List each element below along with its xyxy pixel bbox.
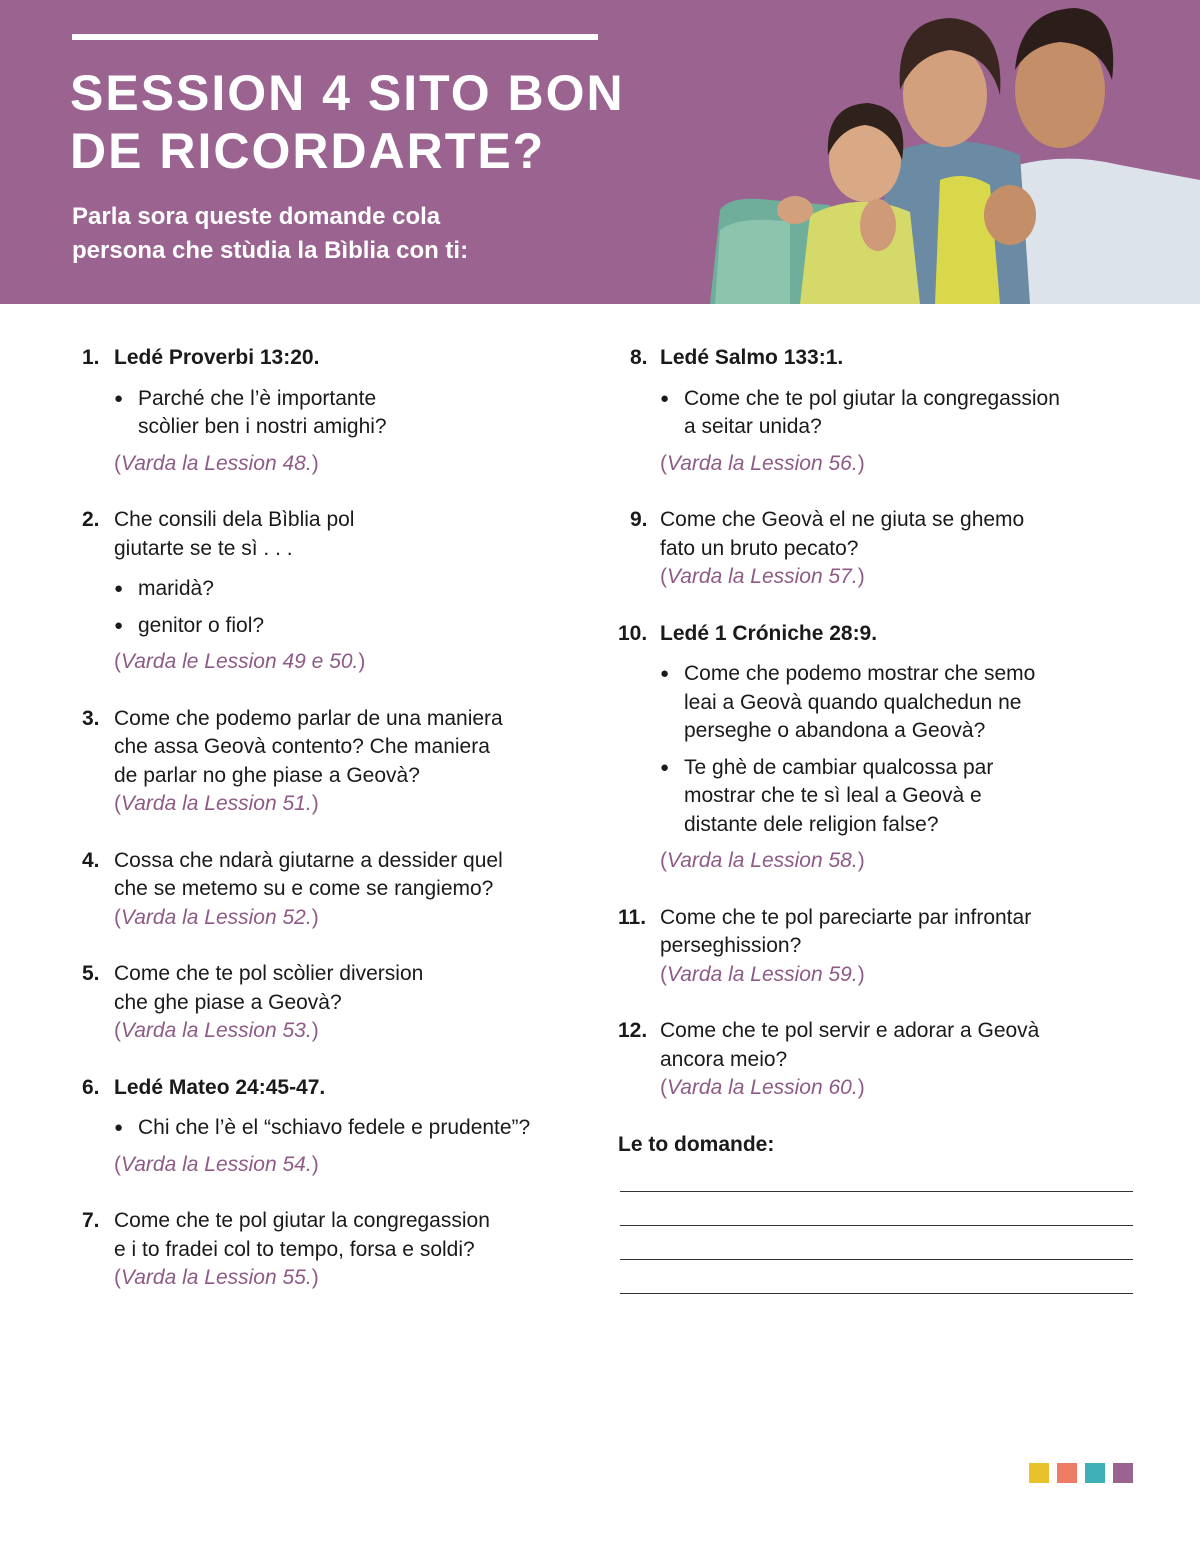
question-1: 1. Ledé Proverbi 13:20. ● Parché che l’è importante scòlier ben i nostri amighi? (Varda la Lession 48.) (82, 344, 582, 478)
lesson-reference: (Varda la Lession 54.) (114, 1152, 319, 1176)
purple-square-icon (1113, 1463, 1133, 1483)
bullet: ● Come che podemo mostrar che semo leai a Geovà quando qualchedun ne perseghe o abandona a Geovà? (660, 660, 1138, 746)
question-3: 3. Come che podemo parlar de una maniera che assa Geovà contento? Che maniera de parlar no ghe piase a Geovà? (Varda la Lession 51.) (82, 705, 582, 819)
question-9: 9. Come che Geovà el ne giuta se ghemo fato un bruto pecato? (Varda la Lession 57.) (618, 506, 1138, 592)
lesson-reference: (Varda la Lession 59.) (660, 962, 865, 986)
bullet: ● Come che te pol giutar la congregassion a seitar unida? (660, 385, 1138, 442)
lesson-reference: (Varda la Lession 52.) (114, 905, 319, 929)
question-5: 5. Come che te pol scòlier diversion che ghe piase a Geovà? (Varda la Lession 53.) (82, 960, 582, 1046)
answer-line[interactable] (620, 1293, 1133, 1294)
answer-line[interactable] (620, 1191, 1133, 1192)
lesson-reference: (Varda la Lession 57.) (660, 565, 865, 588)
lesson-reference: (Varda la Lession 56.) (660, 451, 865, 475)
lesson-reference: (Varda la Lession 60.) (660, 1076, 865, 1099)
header-banner (0, 0, 1200, 304)
your-questions-label: Le to domande: (618, 1132, 775, 1156)
question-4: 4. Cossa che ndarà giutarne a dessider quel che se metemo su e come se rangiemo? (Varda la Lession 52.) (82, 847, 582, 933)
lesson-reference: (Varda la Lession 58.) (660, 849, 865, 872)
question-6: 6. Ledé Mateo 24:45-47. ● Chi che l’è el “schiavo fedele e prudente”? (Varda la Lession 54.) (82, 1074, 582, 1180)
orange-square-icon (1057, 1463, 1077, 1483)
question-11: 11. Come che te pol pareciarte par infrontar perseghission? (Varda la Lession 59.) (618, 904, 1138, 990)
answer-line[interactable] (620, 1259, 1133, 1260)
answer-line[interactable] (620, 1225, 1133, 1226)
header-rule (72, 34, 598, 40)
lesson-reference: (Varda le Lession 49 e 50.) (114, 650, 366, 673)
question-10: 10. Ledé 1 Cróniche 28:9. ● Come che podemo mostrar che semo leai a Geovà quando qualchedun ne perseghe o abandona a Geovà? ● Te ghè de cambiar qualcossa par mostrar che te sì leal a Geovà e distante dele religion false? (Varda la Lession 58.) (618, 620, 1138, 876)
question-2: 2. Che consili dela Bìblia pol giutarte se te sì . . . ● maridà? ● genitor o fiol? (Varda le Lession 49 e 50.) (82, 506, 582, 677)
teal-square-icon (1085, 1463, 1105, 1483)
question-7: 7. Come che te pol giutar la congregassion e i to fradei col to tempo, forsa e soldi? (Varda la Lession 55.) (82, 1207, 582, 1293)
questions-left-column (82, 344, 582, 1321)
bullet: ● maridà? (114, 575, 582, 604)
lesson-reference: (Varda la Lession 51.) (114, 792, 319, 815)
page-title: SESSION 4 SITO BON DE RICORDARTE? (70, 65, 625, 179)
question-8: 8. Ledé Salmo 133:1. ● Come che te pol giutar la congregassion a seitar unida? (Varda la Lession 56.) (618, 344, 1138, 478)
lesson-reference: (Varda la Lession 55.) (114, 1266, 319, 1289)
bullet: ● Parché che l’è importante scòlier ben i nostri amighi? (114, 385, 582, 442)
bullet: ● Te ghè de cambiar qualcossa par mostrar che te sì leal a Geovà e distante dele religion false? (660, 754, 1138, 840)
question-12: 12. Come che te pol servir e adorar a Geovà ancora meio? (Varda la Lession 60.) (618, 1017, 1138, 1103)
bullet: ● Chi che l’è el “schiavo fedele e prudente”? (114, 1114, 582, 1143)
questions-right-column (618, 344, 1138, 1159)
yellow-square-icon (1029, 1463, 1049, 1483)
bullet: ● genitor o fiol? (114, 612, 582, 641)
lesson-reference: (Varda la Lession 53.) (114, 1019, 319, 1042)
page-subtitle: Parla sora queste domande cola persona che stùdia la Bìblia con ti: (72, 203, 469, 264)
family-praying-illustration (700, 0, 1200, 304)
lesson-reference: (Varda la Lession 48.) (114, 451, 319, 475)
